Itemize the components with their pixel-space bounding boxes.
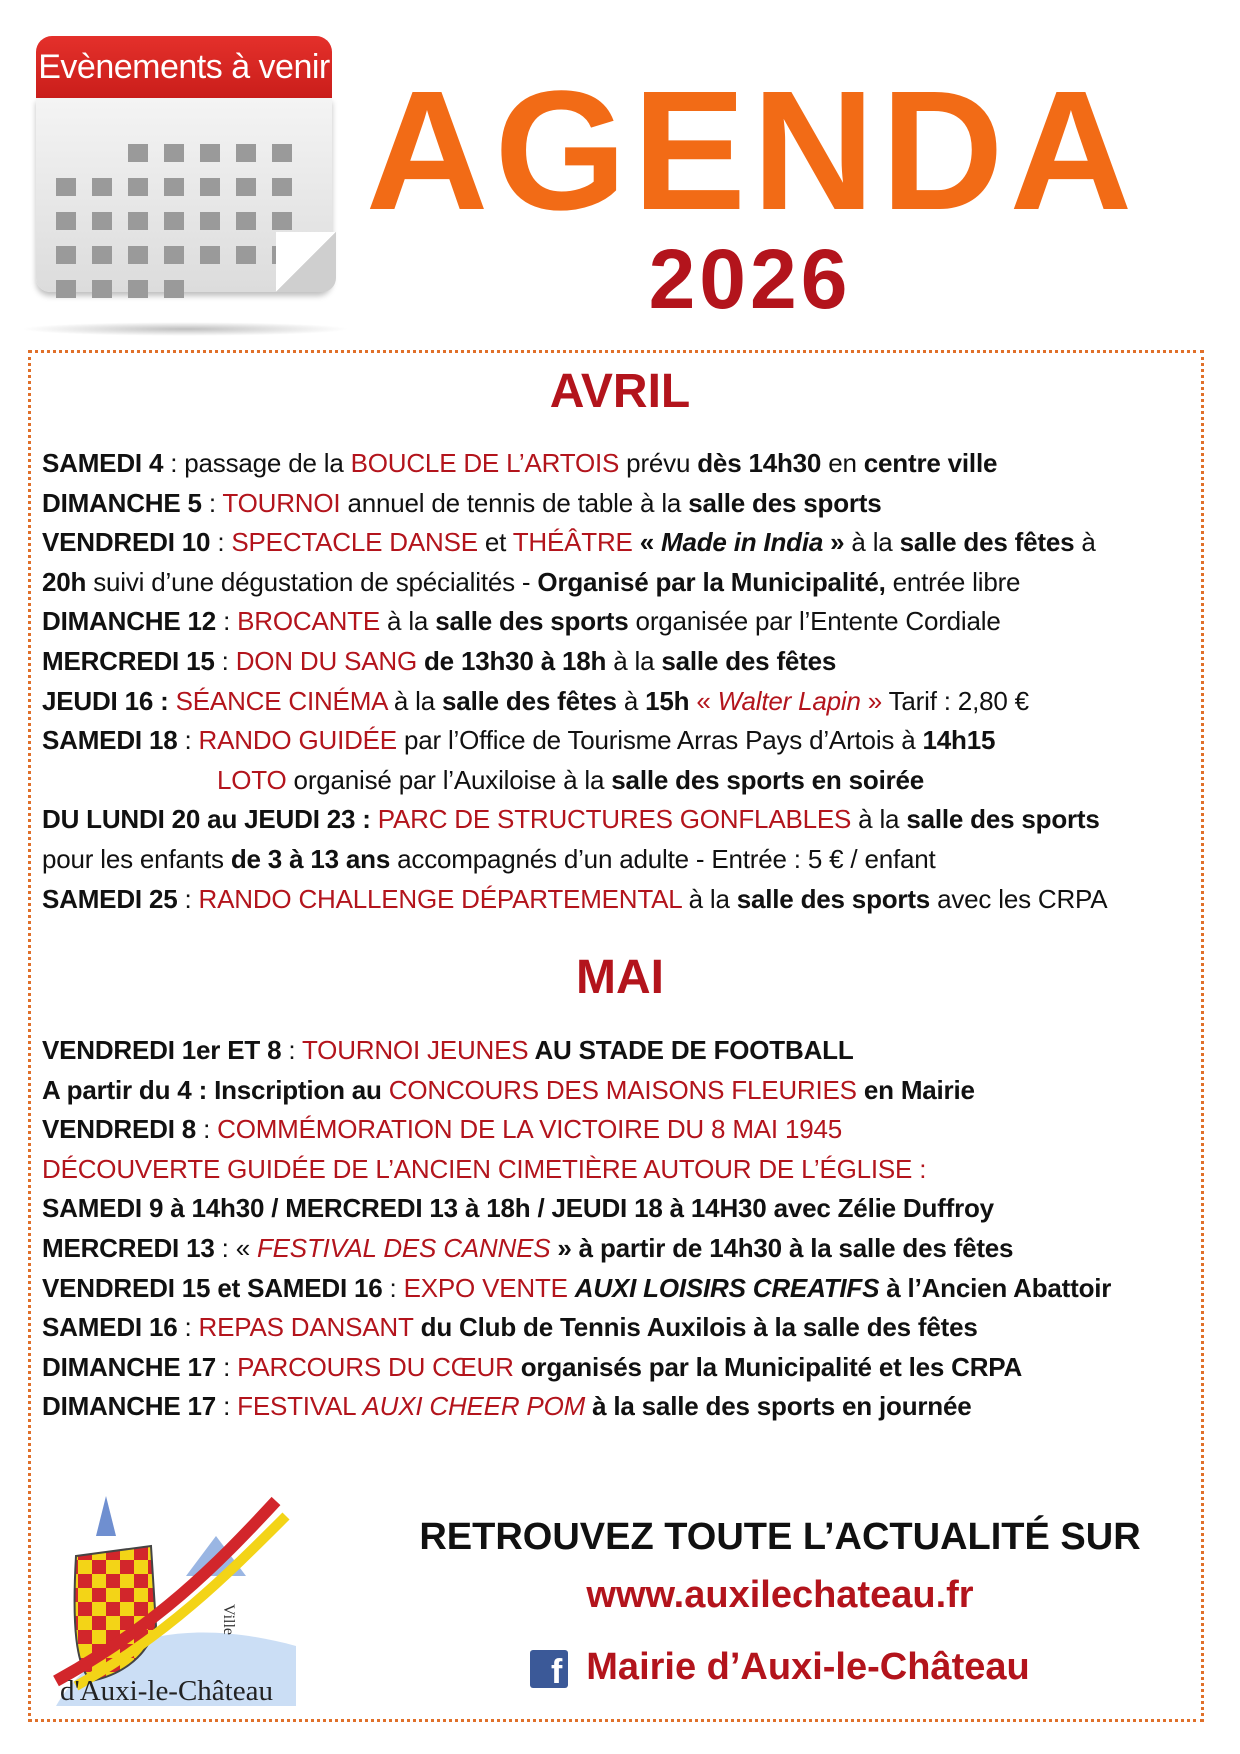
event-text-segment: : bbox=[177, 1312, 199, 1343]
event-line bbox=[42, 563, 1212, 603]
event-text-segment: annuel de tennis de table à la bbox=[340, 487, 689, 518]
month-heading-mai: MAI bbox=[576, 951, 664, 1004]
event-text-segment: : bbox=[196, 1114, 218, 1145]
event-line bbox=[42, 1110, 1212, 1150]
calendar-day-cell bbox=[92, 280, 112, 298]
event-text-segment: : bbox=[177, 883, 199, 914]
event-text-segment: « bbox=[632, 527, 662, 558]
event-text-segment: : bbox=[201, 487, 223, 518]
event-line bbox=[42, 1308, 1212, 1348]
event-text-segment: MERCREDI 15 bbox=[42, 645, 215, 676]
event-text-segment: à la bbox=[380, 606, 436, 637]
event-text-segment: : bbox=[281, 1035, 302, 1065]
event-text-segment: BROCANTE bbox=[237, 606, 381, 637]
event-text-segment: à la bbox=[851, 804, 907, 835]
event-text-segment: RANDO GUIDÉE bbox=[198, 725, 397, 756]
event-text-segment: à la bbox=[386, 685, 443, 716]
calendar-day-cell bbox=[128, 212, 148, 230]
event-text-segment: Made in India bbox=[661, 527, 824, 558]
event-text-segment: JEUDI 16 : bbox=[42, 685, 169, 716]
calendar-label: Evènements à venir bbox=[36, 36, 332, 100]
event-text-segment: « bbox=[696, 685, 718, 716]
event-text-segment: VENDREDI 1er ET 8 bbox=[42, 1035, 282, 1065]
calendar-shadow bbox=[20, 322, 350, 336]
event-line bbox=[42, 800, 1212, 840]
calendar-day-cell bbox=[272, 212, 292, 230]
event-text-segment: DÉCOUVERTE GUIDÉE DE L’ANCIEN CIMETIÈRE AUTOUR DE L’ÉGLISE : bbox=[42, 1153, 927, 1184]
event-text-segment: à l’Ancien Abattoir bbox=[879, 1272, 1112, 1303]
event-text-segment: AU STADE DE FOOTBALL bbox=[528, 1035, 854, 1065]
event-text-segment: : bbox=[177, 725, 199, 756]
event-text-segment: AUXI LOISIRS CREATIFS bbox=[574, 1272, 880, 1303]
event-text-segment: salle des fêtes bbox=[442, 685, 617, 716]
event-text-segment: en Mairie bbox=[856, 1074, 975, 1105]
event-text-segment: MERCREDI 13 bbox=[42, 1232, 215, 1263]
event-line bbox=[42, 602, 1212, 642]
event-text-segment: : bbox=[216, 606, 238, 637]
calendar-icon bbox=[36, 36, 336, 292]
event-text-segment: PARCOURS DU CŒUR bbox=[237, 1351, 514, 1382]
event-text-segment: à la bbox=[844, 527, 900, 558]
event-text-segment: salle des sports en soirée bbox=[611, 764, 925, 795]
event-text-segment: organisée par l’Entente Cordiale bbox=[628, 606, 1001, 637]
event-text-segment: : « bbox=[214, 1232, 257, 1263]
event-text-segment bbox=[371, 804, 378, 834]
event-text-segment: Tarif : 2,80 € bbox=[882, 685, 1029, 716]
calendar-day-cell bbox=[236, 178, 256, 196]
event-line bbox=[42, 1071, 1212, 1111]
page-year: 2026 bbox=[648, 232, 852, 326]
event-text-segment: à bbox=[1074, 527, 1096, 558]
calendar-day-cell bbox=[164, 178, 184, 196]
event-text-segment: » bbox=[860, 685, 883, 716]
event-line bbox=[42, 1229, 1212, 1269]
event-text-segment: VENDREDI 10 bbox=[42, 527, 211, 558]
event-text-segment: centre ville bbox=[863, 448, 998, 478]
facebook-label: Mairie d’Auxi-le-Château bbox=[586, 1646, 1030, 1688]
calendar-day-cell bbox=[272, 144, 292, 162]
event-text-segment: A partir du 4 : Inscription au bbox=[42, 1074, 382, 1105]
event-text-segment: de 13h30 à 18h bbox=[416, 645, 607, 676]
event-text-segment: » à partir de 14h30 à la salle des fêtes bbox=[550, 1232, 1014, 1263]
event-text-segment: FESTIVAL DES CANNES bbox=[256, 1232, 551, 1263]
logo-text: d'Auxi-le-Château bbox=[60, 1675, 273, 1707]
event-line bbox=[42, 880, 1212, 920]
event-text-segment: RANDO CHALLENGE DÉPARTEMENTAL bbox=[198, 883, 682, 914]
calendar-day-cell bbox=[56, 178, 76, 196]
event-line bbox=[42, 1150, 1212, 1190]
event-text-segment: salle des sports bbox=[688, 487, 882, 518]
event-text-segment: DIMANCHE 12 bbox=[42, 606, 217, 637]
event-line bbox=[42, 484, 1212, 524]
event-line bbox=[42, 721, 1212, 761]
event-line bbox=[42, 642, 1212, 682]
calendar-day-cell bbox=[164, 246, 184, 264]
event-text-segment: CONCOURS DES MAISONS FLEURIES bbox=[388, 1074, 857, 1105]
calendar-day-cell bbox=[236, 212, 256, 230]
event-text-segment: THÉÂTRE bbox=[512, 527, 633, 558]
event-text-segment: pour les enfants bbox=[42, 843, 231, 874]
event-text-segment: DIMANCHE 17 bbox=[42, 1351, 217, 1382]
website-link[interactable]: www.auxilechateau.fr bbox=[586, 1574, 974, 1616]
event-text-segment: salle des fêtes bbox=[661, 645, 837, 676]
calendar-day-cell bbox=[164, 144, 184, 162]
event-line bbox=[42, 1031, 1212, 1071]
event-text-segment: : bbox=[382, 1272, 404, 1303]
calendar-day-cell bbox=[56, 212, 76, 230]
event-line bbox=[42, 1348, 1212, 1388]
event-text-segment: salle des sports bbox=[906, 804, 1100, 835]
page-title: AGENDA bbox=[365, 56, 1139, 246]
event-text-segment: DIMANCHE 5 bbox=[42, 487, 202, 518]
event-text-segment: AUXI CHEER POM bbox=[362, 1391, 586, 1422]
event-text-segment: en bbox=[821, 448, 864, 478]
event-text-segment: Organisé par la Municipalité, bbox=[537, 566, 886, 597]
event-text-segment: salle des sports bbox=[435, 606, 629, 637]
calendar-day-cell bbox=[92, 178, 112, 196]
page-curl bbox=[276, 232, 336, 292]
event-text-segment: Walter Lapin bbox=[717, 685, 861, 716]
calendar-day-cell bbox=[56, 246, 76, 264]
footer-headline: RETROUVEZ TOUTE L’ACTUALITÉ SUR bbox=[419, 1516, 1141, 1558]
facebook-icon: f bbox=[530, 1650, 568, 1688]
event-text-segment: TOURNOI bbox=[222, 487, 341, 518]
event-text-segment: avec les CRPA bbox=[930, 883, 1108, 914]
event-text-segment: BOUCLE DE L’ARTOIS bbox=[350, 448, 620, 478]
event-text-segment: : passage de la bbox=[163, 448, 351, 478]
event-text-segment: FESTIVAL bbox=[237, 1391, 363, 1422]
events-list-avril bbox=[42, 444, 1212, 919]
calendar-day-cell bbox=[200, 144, 220, 162]
event-text-segment: suivi d’une dégustation de spécialités - bbox=[86, 566, 538, 597]
event-line bbox=[42, 1269, 1212, 1309]
event-text-segment: par l’Office de Tourisme Arras Pays d’Artois à bbox=[396, 725, 923, 756]
event-text-segment: SAMEDI 9 à 14h30 / MERCREDI 13 à 18h / JEUDI 18 à 14H30 avec Zélie Duffroy bbox=[42, 1193, 994, 1224]
calendar-day-cell bbox=[128, 280, 148, 298]
calendar-day-cell bbox=[128, 246, 148, 264]
facebook-link[interactable] bbox=[360, 1646, 1200, 1689]
event-line bbox=[42, 523, 1212, 563]
calendar-day-cell bbox=[56, 280, 76, 298]
calendar-day-cell bbox=[92, 246, 112, 264]
event-text-segment: à bbox=[616, 685, 646, 716]
event-text-segment: et bbox=[477, 527, 513, 558]
event-text-segment: : bbox=[210, 527, 232, 558]
calendar-day-cell bbox=[128, 144, 148, 162]
event-text-segment: 20h bbox=[42, 566, 87, 597]
calendar-day-cell bbox=[164, 212, 184, 230]
events-list-mai bbox=[42, 1031, 1212, 1427]
event-text-segment: REPAS DANSANT bbox=[198, 1312, 414, 1343]
event-text-segment: : bbox=[214, 645, 236, 676]
event-line bbox=[42, 682, 1212, 722]
logo-small-text: Ville bbox=[220, 1604, 237, 1636]
event-text-segment: EXPO VENTE bbox=[403, 1272, 575, 1303]
event-text-segment: DIMANCHE 17 bbox=[42, 1391, 217, 1422]
event-text-segment: à la salle des sports en journée bbox=[585, 1391, 972, 1422]
calendar-day-cell bbox=[200, 246, 220, 264]
event-text-segment bbox=[382, 1075, 389, 1105]
event-text-segment: accompagnés d’un adulte - Entrée : 5 € / enfant bbox=[390, 843, 936, 874]
event-text-segment: SAMEDI 16 bbox=[42, 1312, 178, 1343]
event-text-segment: SAMEDI 4 bbox=[42, 448, 164, 478]
calendar-day-cell bbox=[164, 280, 184, 298]
event-text-segment: du Club de Tennis Auxilois à la salle des fêtes bbox=[413, 1312, 978, 1343]
event-text-segment: à la bbox=[681, 883, 737, 914]
event-text-segment: DON DU SANG bbox=[235, 645, 417, 676]
event-text-segment: COMMÉMORATION DE LA VICTOIRE DU 8 MAI 1945 bbox=[217, 1114, 843, 1145]
event-text-segment: salle des sports bbox=[736, 883, 931, 914]
event-text-segment: TOURNOI JEUNES bbox=[301, 1035, 529, 1065]
event-text-segment: prévu bbox=[619, 448, 698, 478]
town-logo bbox=[36, 1476, 316, 1708]
calendar-body bbox=[36, 98, 332, 292]
event-text-segment: de 3 à 13 ans bbox=[230, 843, 391, 874]
event-text-segment: salle des fêtes bbox=[899, 527, 1075, 558]
event-text-segment: 14h15 bbox=[922, 725, 996, 756]
event-text-segment: organisé par l’Auxiloise à la bbox=[286, 764, 612, 795]
event-line bbox=[42, 1387, 1212, 1427]
event-text-segment: 15h bbox=[645, 685, 690, 716]
event-line bbox=[42, 1189, 1212, 1229]
event-text-segment: VENDREDI 8 bbox=[42, 1114, 197, 1145]
event-line bbox=[42, 840, 1212, 880]
event-text-segment: PARC DE STRUCTURES GONFLABLES bbox=[377, 804, 852, 835]
event-text-segment: à la bbox=[606, 645, 662, 676]
event-text-segment: organisés par la Municipalité et les CRPA bbox=[513, 1351, 1023, 1382]
calendar-day-cell bbox=[272, 178, 292, 196]
event-text-segment bbox=[169, 686, 176, 716]
event-text-segment: LOTO bbox=[217, 764, 287, 795]
calendar-day-cell bbox=[92, 212, 112, 230]
month-heading-avril: AVRIL bbox=[549, 365, 691, 418]
event-text-segment: SPECTACLE DANSE bbox=[231, 527, 478, 558]
event-text-segment: SÉANCE CINÉMA bbox=[175, 685, 387, 716]
event-text-segment: : bbox=[216, 1351, 238, 1382]
calendar-day-cell bbox=[128, 178, 148, 196]
event-text-segment: VENDREDI 15 et SAMEDI 16 bbox=[42, 1272, 383, 1303]
event-line bbox=[42, 444, 1212, 484]
calendar-day-cell bbox=[200, 178, 220, 196]
calendar-day-cell bbox=[236, 144, 256, 162]
event-text-segment: SAMEDI 18 bbox=[42, 725, 178, 756]
event-text-segment: SAMEDI 25 bbox=[42, 883, 178, 914]
event-text-segment: entrée libre bbox=[885, 566, 1021, 597]
calendar-day-cell bbox=[236, 246, 256, 264]
event-text-segment: dès 14h30 bbox=[697, 448, 822, 478]
calendar-day-cell bbox=[200, 212, 220, 230]
event-text-segment: DU LUNDI 20 au JEUDI 23 : bbox=[42, 804, 371, 835]
event-text-segment: » bbox=[823, 527, 845, 558]
event-text-segment: : bbox=[216, 1391, 238, 1422]
event-line bbox=[42, 761, 1212, 801]
